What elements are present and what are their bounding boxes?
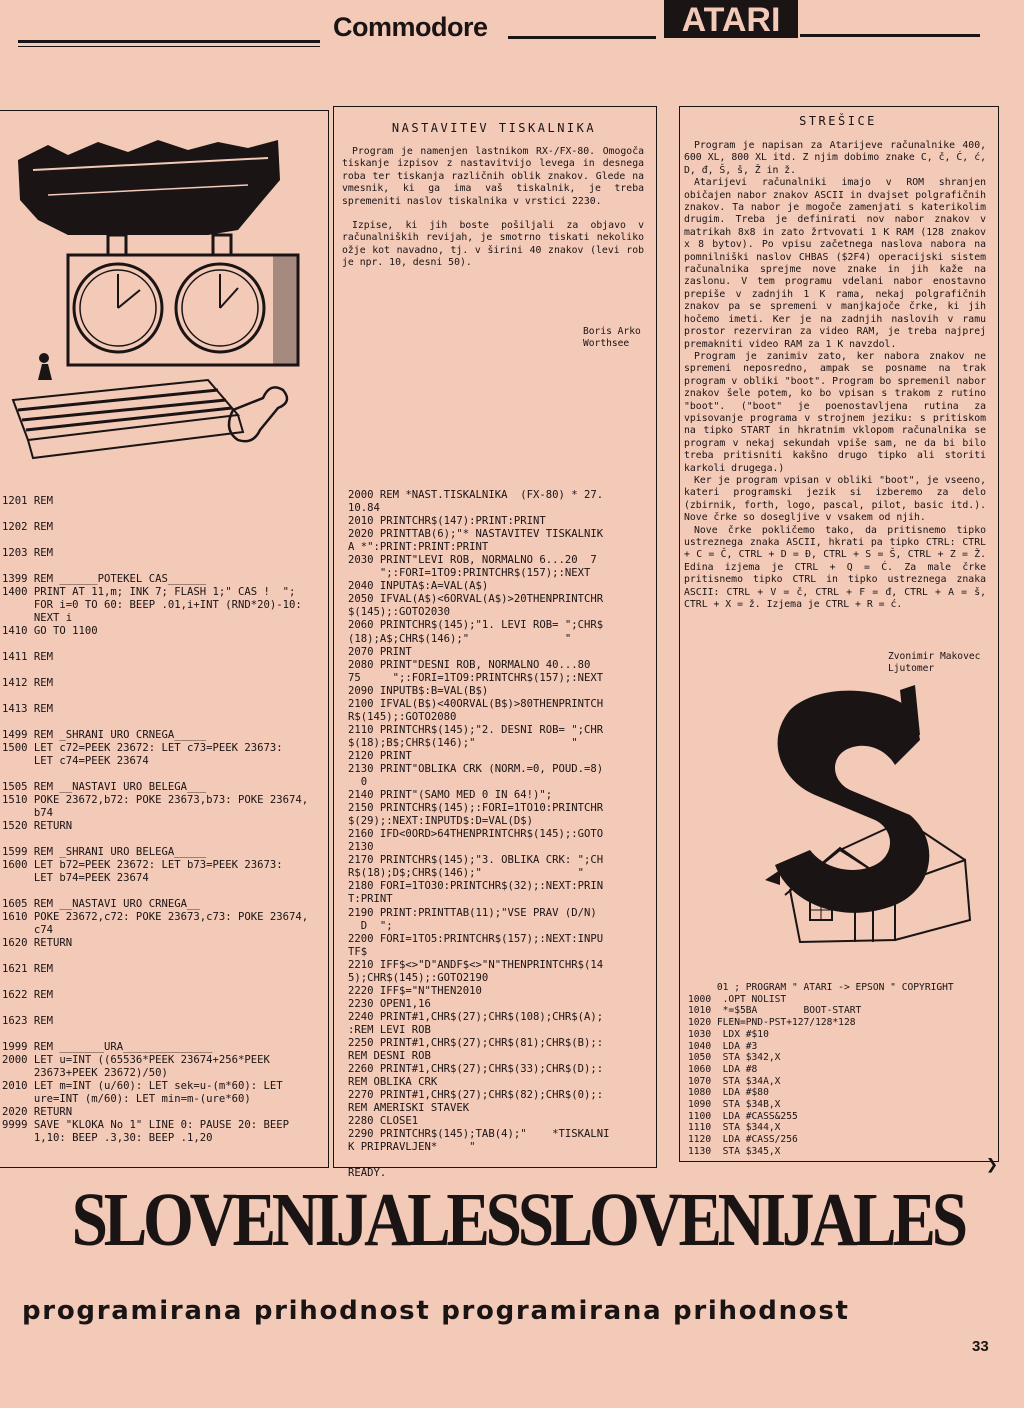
asm-line: 1000 .OPT NOLIST bbox=[688, 993, 787, 1005]
basic-line bbox=[2, 716, 324, 729]
asm-line: 1060 LDA #8 bbox=[688, 1063, 758, 1075]
basic-line: NEXT i bbox=[2, 612, 73, 624]
header-rule-left bbox=[18, 40, 320, 43]
basic-line: 1499 REM _SHRANI URO CRNEGA_____ bbox=[2, 729, 207, 741]
article-title-stresice: STREŠICE bbox=[799, 114, 877, 128]
printer-author-name: Boris Arko bbox=[583, 326, 641, 337]
basic-line: 1500 LET c72=PEEK 23672: LET c73=PEEK 23673: bbox=[2, 742, 283, 754]
basic-line: :REM LEVI ROB bbox=[348, 1023, 431, 1036]
basic-line: R$(145);:GOTO2080 bbox=[348, 710, 457, 723]
basic-line: 2250 PRINT#1,CHR$(27);CHR$(81);CHR$(B);: bbox=[348, 1036, 604, 1049]
basic-line: 2010 LET m=INT (u/60): LET sek=u-(m*60): LET bbox=[2, 1080, 283, 1092]
basic-line: 2210 IFF$<>"D"ANDF$<>"N"THENPRINTCHR$(14 bbox=[348, 958, 604, 971]
basic-line: 2290 PRINTCHR$(145);TAB(4);" *TISKALNI bbox=[348, 1128, 610, 1141]
basic-line: 2080 PRINT"DESNI ROB, NORMALNO 40...80 bbox=[348, 658, 591, 671]
basic-line: 1520 RETURN bbox=[2, 820, 73, 832]
basic-line: 2200 FORI=1TO5:PRINTCHR$(157);:NEXT:INPU bbox=[348, 932, 604, 945]
basic-line: 2170 PRINTCHR$(145);"3. OBLIKA CRK: ";CH bbox=[348, 854, 604, 867]
basic-line: 2090 INPUTB$:B=VAL(B$) bbox=[348, 684, 489, 697]
basic-line: LET b74=PEEK 23674 bbox=[2, 872, 149, 884]
asm-line: 1090 STA $34B,X bbox=[688, 1099, 781, 1111]
printer-author bbox=[583, 326, 641, 351]
basic-line bbox=[2, 508, 324, 521]
basic-line: 1505 REM __NASTAVI URO BELEGA___ bbox=[2, 781, 207, 793]
stresice-author-name: Zvonimir Makovec bbox=[888, 651, 981, 662]
basic-line: 2030 PRINT"LEVI ROB, NORMALNO 6...20 7 bbox=[348, 554, 597, 567]
stresice-paragraph: Nove črke pokličemo tako, da pritisnemo tipko ustreznega znaka ASCII, hkrati pa tipko CTRL: CTRL + C = Č, CTRL + D = Đ, CTRL + S = Š, CTRL + Z = Ž. Edina izjema je CTRL + Q = Ć. Za male črke pritisnemo tipko CTRL in tipko ustreznega znaka ASCII: CTRL + V = č, CTRL + F = đ, CTRL + A = š, CTRL + X = ž. Izjema je CTRL + R = ć. bbox=[684, 524, 986, 611]
asm-line: 1080 LDA #$80 bbox=[688, 1087, 769, 1099]
basic-line: ";:FORI=1TO9:PRINTCHR$(157);:NEXT bbox=[348, 567, 591, 580]
printer-basic-listing bbox=[348, 489, 610, 1180]
basic-line: 1623 REM bbox=[2, 1015, 54, 1027]
basic-line bbox=[2, 560, 324, 573]
basic-line: 2000 LET u=INT ((65536*PEEK 23674+256*PEEK bbox=[2, 1054, 270, 1066]
basic-line: $(18);B$;CHR$(146);" " bbox=[348, 736, 578, 749]
basic-line: T:PRINT bbox=[348, 893, 393, 906]
basic-line: K PRIPRAVLJEN* " bbox=[348, 1141, 476, 1154]
basic-line: 2190 PRINT:PRINTTAB(11);"VSE PRAV (D/N) bbox=[348, 906, 597, 919]
basic-line: 1411 REM bbox=[2, 651, 54, 663]
basic-line bbox=[2, 885, 324, 898]
basic-line: b74 bbox=[2, 807, 54, 819]
basic-line: 2240 PRINT#1,CHR$(27);CHR$(108);CHR$(A); bbox=[348, 1010, 604, 1023]
basic-line: 1510 POKE 23672,b72: POKE 23673,b73: POKE 23674, bbox=[2, 794, 309, 806]
asm-line: 1040 LDA #3 bbox=[688, 1040, 758, 1052]
basic-line: ure=INT (m/60): LET min=m-(ure*60) bbox=[2, 1093, 251, 1105]
column-1-code bbox=[2, 495, 324, 1145]
basic-line bbox=[2, 976, 324, 989]
basic-line: 2140 PRINT"(SAMO MED 0 IN 64!)"; bbox=[348, 789, 553, 802]
basic-line bbox=[2, 1028, 324, 1041]
stresice-paragraph: Ker je program vpisan v obliki "boot", je vseeno, kateri programski jezik si izberemo za delo (zbirnik, forth, logo, pascal, pilot, basic itd.). Nove črke so dosegljive v vsakem od njih. bbox=[684, 474, 986, 524]
stresice-paragraph: Program je zanimiv zato, ker nabora znakov ne spremeni neposredno, ampak se posname na trak program v obliki "boot". Program bo spremenil nabor znakov šele potem, ko bo vpisan s trakom z rutino "boot". ("boot" je poenostavljena rutina za vpisovanje programa v strojnem jeziku: s pritiskom na tipko START in hkratnim vklopom računalnika se program v nekaj sekundah vpiše sam, ne da bi bilo treba pritisniti kakšno drugo tipko ali storiti karkoli drugega.) bbox=[684, 350, 986, 474]
asm-line: 1010 *=$5BA BOOT-START bbox=[688, 1005, 862, 1017]
basic-line: 1399 REM ______POTEKEL CAS______ bbox=[2, 573, 207, 585]
stresice-author-place: Ljutomer bbox=[888, 663, 935, 675]
basic-line: c74 bbox=[2, 924, 54, 936]
basic-line bbox=[2, 768, 324, 781]
s-house-illustration bbox=[755, 680, 995, 970]
basic-line: 1999 REM _______URA______________ bbox=[2, 1041, 213, 1053]
article-stresice-body bbox=[684, 140, 986, 611]
printer-paragraph-1: Program je namenjen lastnikom RX-/FX-80. Omogoča tiskanje izpisov z nastavitvijo levega in desnega roba ter tiskanja različnih oblik znakov. Glede na vmesnik, ki ga ima vaš tiskalnik, je treba spremeniti naslov tiskalnika v vrstici 2230. bbox=[342, 146, 644, 207]
basic-line: REM OBLIKA CRK bbox=[348, 1076, 438, 1089]
stresice-author bbox=[888, 651, 980, 676]
header-rule-left-thin bbox=[18, 46, 320, 47]
basic-line bbox=[2, 638, 324, 651]
basic-line: 2130 PRINT"OBLIKA CRK (NORM.=0, POUD.=8) bbox=[348, 762, 604, 775]
basic-line: 75 ";:FORI=1TO9:PRINTCHR$(157);:NEXT bbox=[348, 671, 604, 684]
basic-line: 1600 LET b72=PEEK 23672: LET b73=PEEK 23673: bbox=[2, 859, 283, 871]
printer-paragraph-2: Izpise, ki jih boste pošiljali za objavo v računalniških revijah, je smotrno tiskati nekoliko ožje kot navadno, tj. v širini 40 znakov (levi rob je npr. 10, desni 50). bbox=[342, 220, 644, 269]
chess-clock-illustration bbox=[8, 140, 320, 470]
basic-line: 2020 RETURN bbox=[2, 1106, 73, 1118]
basic-line: D "; bbox=[348, 919, 393, 932]
continue-arrow-icon: ❯ bbox=[986, 1152, 999, 1176]
asm-line: 01 ; PROGRAM " ATARI -> EPSON " COPYRIGHT bbox=[688, 982, 954, 993]
basic-line: 1599 REM _SHRANI URO BELEGA_____ bbox=[2, 846, 207, 858]
basic-line: 10.84 bbox=[348, 502, 380, 515]
basic-line: 2050 IFVAL(A$)<6ORVAL(A$)>20THENPRINTCHR bbox=[348, 593, 604, 606]
stresice-paragraph: Program je napisan za Atarijeve računalnike 400, 600 XL, 800 XL itd. Z njim dobimo znake C, č, Ć, ć, D, đ, Š, š, Ž in ž. bbox=[684, 140, 986, 176]
asm-line: 1110 STA $344,X bbox=[688, 1122, 781, 1134]
basic-line: 1620 RETURN bbox=[2, 937, 73, 949]
printer-author-place: Worthsee bbox=[583, 338, 630, 350]
basic-line: 1412 REM bbox=[2, 677, 54, 689]
basic-line: 2130 bbox=[348, 841, 374, 854]
basic-line: 2010 PRINTCHR$(147):PRINT:PRINT bbox=[348, 515, 546, 528]
basic-line bbox=[2, 690, 324, 703]
basic-line bbox=[2, 1002, 324, 1015]
basic-line: 2060 PRINTCHR$(145);"1. LEVI ROB= ";CHR$ bbox=[348, 619, 604, 632]
basic-line: 2150 PRINTCHR$(145);:FORI=1TO10:PRINTCHR bbox=[348, 802, 604, 815]
basic-line: 5);CHR$(145);:GOTO2190 bbox=[348, 971, 489, 984]
basic-line: 1201 REM bbox=[2, 495, 54, 507]
asm-line: 1020 FLEN=PND-PST+127/128*128 bbox=[688, 1017, 856, 1029]
basic-line: 23673+PEEK 23672)/50) bbox=[2, 1067, 168, 1079]
basic-line: 1400 PRINT AT 11,m; INK 7; FLASH 1;" CAS ! "; bbox=[2, 586, 296, 598]
atari-assembly-listing bbox=[688, 982, 954, 1158]
asm-line: 1070 STA $34A,X bbox=[688, 1075, 781, 1087]
basic-line: 9999 SAVE "KLOKA No 1" LINE 0: PAUSE 20: BEEP bbox=[2, 1119, 290, 1131]
basic-line: A *":PRINT:PRINT:PRINT bbox=[348, 541, 489, 554]
basic-line: R$(18);D$;CHR$(146);" " bbox=[348, 867, 584, 880]
basic-line: 2100 IFVAL(B$)<40ORVAL(B$)>80THENPRINTCH bbox=[348, 697, 604, 710]
header-rule-mid bbox=[508, 36, 656, 39]
basic-line: 1413 REM bbox=[2, 703, 54, 715]
basic-line bbox=[2, 833, 324, 846]
basic-line: 1,10: BEEP .3,30: BEEP .1,20 bbox=[2, 1132, 213, 1144]
basic-line: (18);A$;CHR$(146);" " bbox=[348, 632, 572, 645]
basic-line: 2070 PRINT bbox=[348, 645, 412, 658]
brand-atari: ATARI bbox=[664, 0, 798, 38]
basic-line: REM AMERISKI STAVEK bbox=[348, 1102, 470, 1115]
basic-line: REM DESNI ROB bbox=[348, 1050, 431, 1063]
stresice-paragraph: Atarijevi računalniki imajo v ROM shranjen običajen nabor znakov ASCII in dvajset polgrafičnih znakov. Ta nabor je mogoče zamenjati s katerikolim drugim. Treba je definirati nov nabor znakov v matrikah 8x8 in zato žrtvovati 1 K RAM (128 znakov x 8 bytov). Po vpisu začetnega naslova nabora na pomnilniški naslov CHBAS ($2F4) operacijski sistem računalnika sprejme nove znake in jih kaže na zaslonu. V tem programu vdelani nabor enostavno prepiše v zadnjih 1 K rama, nekaj polgrafičnih znakov pa se spremeni v manjkajoče črke, ki jih hočemo imeti. Ker je na zadnjih naslovih v ramu prostor rezerviran za video RAM, je treba najprej premakniti video RAM za 1 K navzdol. bbox=[684, 177, 986, 350]
basic-line: 2230 OPEN1,16 bbox=[348, 997, 431, 1010]
basic-line: 2120 PRINT bbox=[348, 749, 412, 762]
basic-line: 2270 PRINT#1,CHR$(27);CHR$(82);CHR$(0);: bbox=[348, 1089, 604, 1102]
asm-line: 1050 STA $342,X bbox=[688, 1052, 781, 1064]
basic-line: $(145);:GOTO2030 bbox=[348, 606, 451, 619]
basic-line: TF$ bbox=[348, 945, 368, 958]
basic-line bbox=[2, 950, 324, 963]
article-printer-intro bbox=[342, 146, 644, 270]
basic-line: 2180 FORI=1TO30:PRINTCHR$(32);:NEXT:PRIN bbox=[348, 880, 604, 893]
basic-line: 2280 CLOSE1 bbox=[348, 1115, 419, 1128]
basic-line: 1610 POKE 23672,c72: POKE 23673,c73: POKE 23674, bbox=[2, 911, 309, 923]
basic-line: 2260 PRINT#1,CHR$(27);CHR$(33);CHR$(D);: bbox=[348, 1063, 604, 1076]
basic-line: 2000 REM *NAST.TISKALNIKA (FX-80) * 27. bbox=[348, 489, 604, 501]
basic-line bbox=[348, 1154, 610, 1167]
banner-slovenijales: SLOVENIJALESSLOVENIJALES bbox=[71, 1178, 964, 1262]
basic-line: 1622 REM bbox=[2, 989, 54, 1001]
basic-line: 1203 REM bbox=[2, 547, 54, 559]
article-title-printer: NASTAVITEV TISKALNIKA bbox=[391, 121, 597, 135]
page-number: 33 bbox=[972, 1338, 989, 1355]
basic-line bbox=[2, 664, 324, 677]
header-rule-right bbox=[800, 34, 980, 37]
basic-line: 1202 REM bbox=[2, 521, 54, 533]
basic-line: 2110 PRINTCHR$(145);"2. DESNI ROB= ";CHR bbox=[348, 723, 604, 736]
basic-line: 1621 REM bbox=[2, 963, 54, 975]
asm-line: 1030 LDX #$10 bbox=[688, 1028, 769, 1040]
basic-line: 1410 GO TO 1100 bbox=[2, 625, 98, 637]
asm-line: 1100 LDA #CASS&255 bbox=[688, 1110, 798, 1122]
basic-line: 0 bbox=[348, 776, 368, 789]
basic-line: 2040 INPUTA$:A=VAL(A$) bbox=[348, 580, 489, 593]
basic-line: 2020 PRINTTAB(6);"* NASTAVITEV TISKALNIK bbox=[348, 528, 604, 541]
asm-line: 1120 LDA #CASS/256 bbox=[688, 1134, 798, 1146]
basic-line: READY. bbox=[348, 1167, 387, 1180]
banner-tagline: programirana prihodnost programirana prihodnost bbox=[22, 1296, 850, 1326]
asm-line: 1130 STA $345,X bbox=[688, 1145, 781, 1157]
basic-line: 2160 IFD<0ORD>64THENPRINTCHR$(145);:GOTO bbox=[348, 828, 604, 841]
basic-line: LET c74=PEEK 23674 bbox=[2, 755, 149, 767]
brand-commodore: Commodore bbox=[333, 12, 488, 42]
basic-line: 2220 IFF$="N"THEN2010 bbox=[348, 984, 482, 997]
basic-line: $(29);:NEXT:INPUTD$:D=VAL(D$) bbox=[348, 815, 533, 828]
basic-line bbox=[2, 534, 324, 547]
basic-line: 1605 REM __NASTAVI URO CRNEGA__ bbox=[2, 898, 200, 910]
basic-line: FOR i=0 TO 60: BEEP .01,i+INT (RND*20)-10: bbox=[2, 599, 302, 611]
